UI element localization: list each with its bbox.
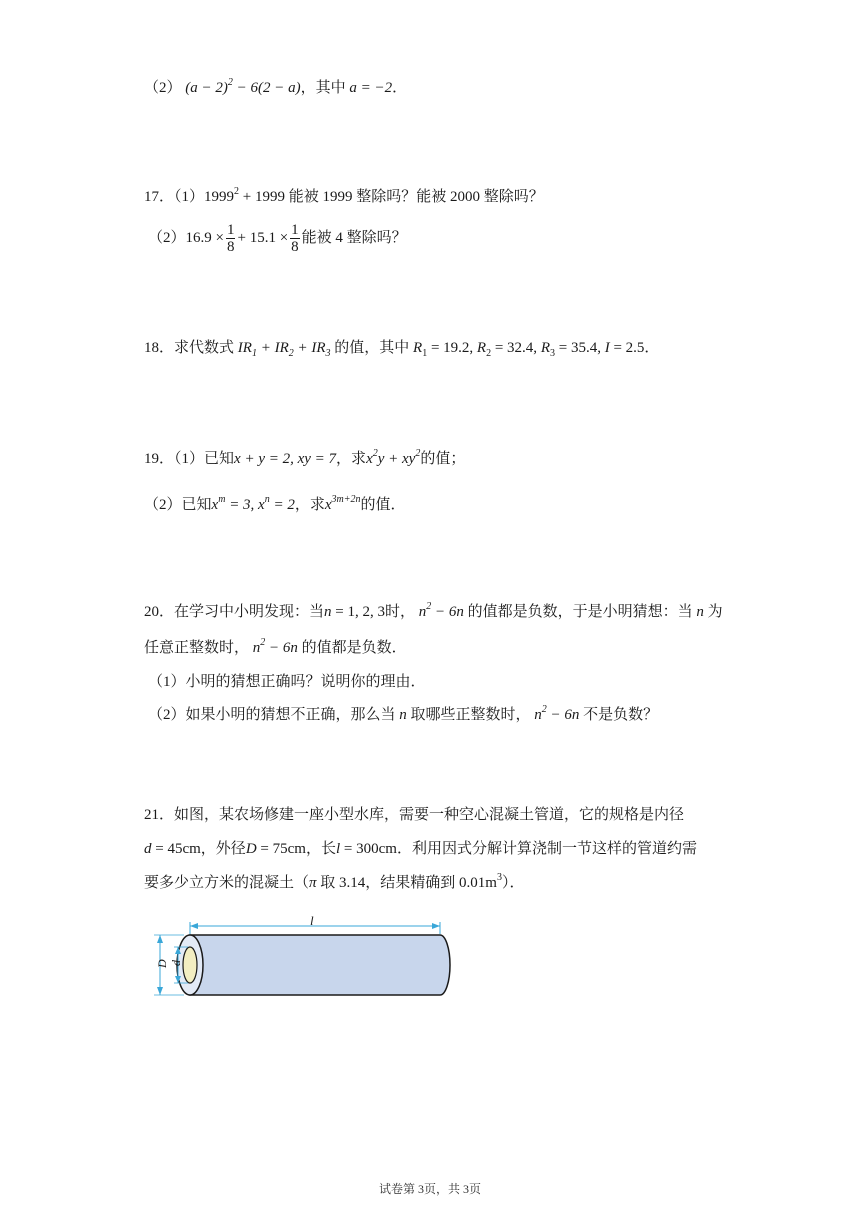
page-footer: 试卷第 3页，共 3页 (378, 1182, 481, 1196)
q21-length: l = 300cm (335, 841, 397, 857)
q17-expression-2: 16.9 × $\frac{1}{8}$ + 15.1 × $\frac{1}{8}$ (185, 222, 299, 255)
length-dimension (190, 916, 440, 934)
q20-part2: （2）如果小明的猜想不正确，那么当 n 取哪些正整数时， $n^2 - 6n$ 不是负数？ (148, 704, 659, 723)
q21-line3: 要多少立方米的混凝土（π 取 3.14，结果精确到 $0.01m^3$）． (144, 872, 525, 891)
outer-diameter-label: D (155, 959, 169, 968)
length-label: l (310, 916, 314, 928)
q16-part2: （2） $(a - 2)^2 - 6(2 - a)$，其中 a = −2． (144, 77, 408, 96)
q17-part1: 17．$(1)1999^2 + 1999$ 能被 1999 整除吗？能被 2000 整除吗？ (144, 186, 544, 205)
q18: 18．求代数式 $IR_1 + IR_2 + IR_3$ 的值，其中 $R_1 = 19.2$, $R_2 = 32.4$, $R_3 = 35.4$, I = 2.5． (144, 340, 660, 359)
q17-part2: （2）16.9 × $\frac{1}{8}$ + 15.1 × $\frac{1}{8}$ 能被 4 整除吗？ (148, 222, 407, 255)
q20-line1: 20．在学习中小明发现：当n = 1, 2, 3时， $n^2 - 6n$ 的值都是负数，于是小明猜想：当 n 为 (144, 601, 723, 620)
q19-condition-2: $x^m = 3$, $x^n = 2$ (211, 494, 295, 513)
q20-part1: （1）小明的猜想正确吗？说明你的理由． (148, 674, 426, 690)
q21-inner-diameter: d = 45cm (144, 841, 201, 857)
q18-values: $R_1 = 19.2$, $R_2 = 32.4$, $R_3 = 35.4$, I = 2.5 (413, 340, 645, 359)
q19-expression-2: $x^{3m+2n}$ (324, 494, 361, 513)
q20-line2: 任意正整数时， $n^2 - 6n$ 的值都是负数． (144, 637, 407, 656)
q21-outer-diameter: D = 75cm (245, 841, 306, 857)
pipe-inner-hole (183, 947, 197, 983)
q20-expression: $n^2 - 6n$ (418, 601, 464, 620)
q16-expression: $(a - 2)^2 - 6(2 - a)$ (185, 77, 301, 96)
q20-n-values: n = 1, 2, 3 (324, 604, 385, 620)
q16-condition: a = −2 (349, 80, 393, 96)
q19-condition-1: x + y = 2, xy = 7 (234, 451, 337, 467)
q21-line1: 21．如图，某农场修建一座小型水库，需要一种空心混凝土管道，它的规格是内径 (144, 807, 685, 823)
q21-precision: $0.01m^3$ (459, 872, 502, 891)
q18-expression: $IR_1 + IR_2 + IR_3$ (237, 340, 331, 359)
pipe-body (190, 935, 450, 995)
q21-line2: d = 45cm，外径D = 75cm，长l = 300cm．利用因式分解计算浇制一节这样的管道约需 (144, 841, 697, 857)
inner-diameter-label: d (169, 960, 183, 966)
q17-expression-1: $1999^2 + 1999$ (204, 186, 285, 205)
q19-part1: 19．（1）已知x + y = 2, xy = 7，求$x^2y + xy^2$的值； (144, 448, 466, 467)
q19-part2: （2）已知$x^m = 3$, $x^n = 2$，求$x^{3m+2n}$的值． (144, 494, 406, 513)
pipe-figure (148, 916, 458, 1006)
q19-expression-1: $x^2y + xy^2$ (366, 448, 421, 467)
